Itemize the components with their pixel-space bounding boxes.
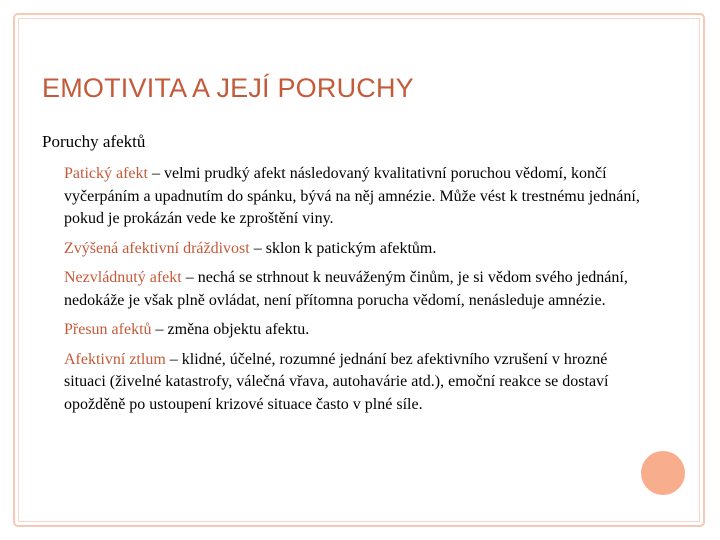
list-item-afektivni-ztlum	[64, 349, 642, 417]
term-description: – klidné, účelné, rozumné jednání bez afektivního vzrušení v hrozné situaci (živelné katastrofy, válečná vřava, autohavárie atd.), emoční reakce se dostaví opožděně po ustoupení krizové situace často v plné síle.	[64, 350, 609, 413]
list-item-paticky-afekt	[64, 163, 642, 231]
list-item-zvysena-drazdivost	[64, 238, 642, 261]
list-item-presun-afektu	[64, 319, 642, 342]
term-label: Nezvládnutý afekt	[64, 269, 182, 286]
term-description: – nechá se strhnout k neuváženým činům, je si vědom svého jednání, nedokáže je však plně ovládat, není přítomna porucha vědomí, nenásleduje amnézie.	[64, 269, 628, 309]
term-label: Přesun afektů	[64, 321, 152, 338]
slide-title: EMOTIVITA A JEJÍ PORUCHY	[42, 73, 414, 103]
term-label: Afektivní ztlum	[64, 350, 166, 368]
term-label: Patický afekt	[64, 165, 148, 182]
list-item-nezvladnuty-afekt	[64, 267, 642, 312]
term-description: – sklon k patickým afektům.	[249, 239, 437, 257]
term-description: – změna objektu afektu.	[151, 321, 310, 338]
disorder-list	[42, 163, 642, 416]
slide-content	[42, 131, 642, 423]
term-description: – velmi prudký afekt následovaný kvalitativní poruchou vědomí, končí vyčerpáním a upadnutím do spánku, bývá na něj amnézie. Může vést k trestnému jednání, pokud je prokázán vede ke zproštění viny.	[64, 165, 640, 227]
term-label: Zvýšená afektivní dráždivost	[64, 239, 250, 257]
section-heading: Poruchy afektů	[42, 132, 146, 151]
decorative-circle	[641, 451, 685, 495]
